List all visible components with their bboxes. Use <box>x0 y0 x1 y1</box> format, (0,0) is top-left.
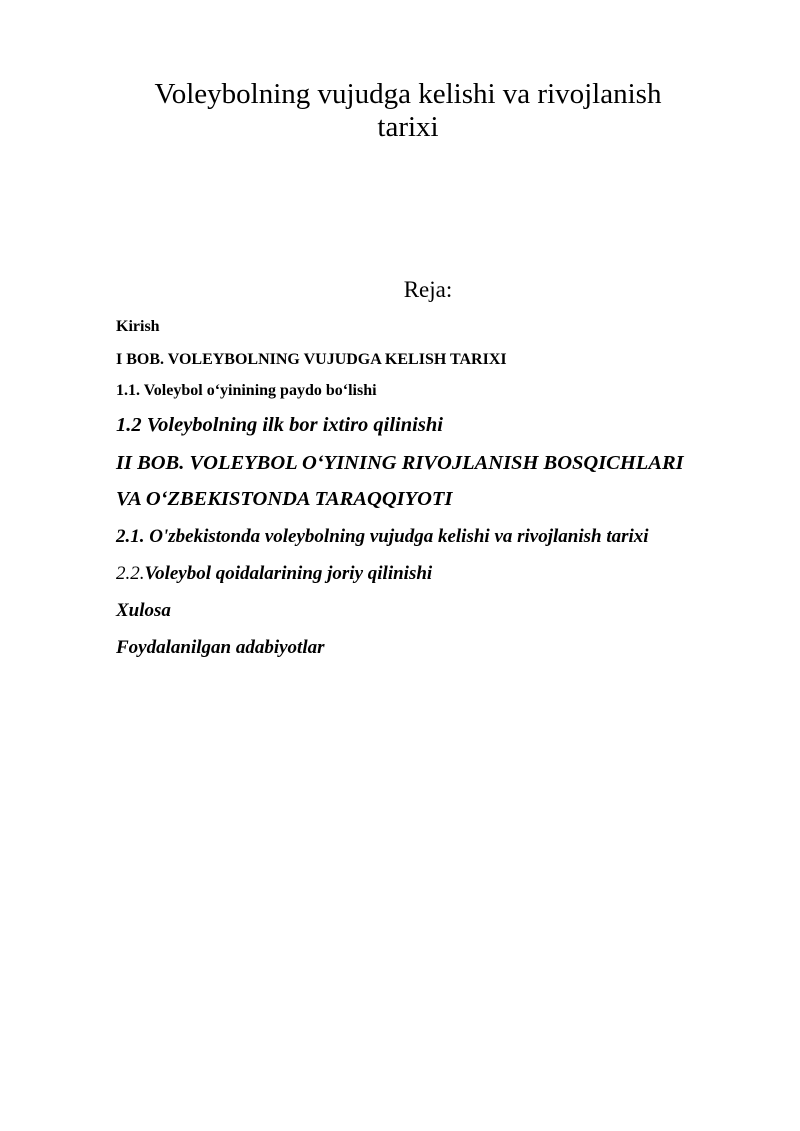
toc-intro: Kirish <box>116 318 160 335</box>
toc-conclusion: Xulosa <box>116 600 171 621</box>
toc-section-1-2: 1.2 Voleybolning ilk bor ixtiro qilinishi <box>116 414 443 436</box>
toc-chapter-1: I BOB. VOLEYBOLNING VUJUDGA KELISH TARIXI <box>116 351 507 368</box>
plan-heading: Reja: <box>403 277 453 302</box>
toc-section-1-1: 1.1. Voleybol o‘yinining paydo bo‘lishi <box>116 382 377 399</box>
document-title-line-2: tarixi <box>377 111 439 143</box>
toc-section-2-2-text: Voleybol qoidalarining joriy qilinishi <box>144 563 433 584</box>
toc-chapter-2-line-1: II BOB. VOLEYBOL O‘YINING RIVOJLANISH BOSQICHLARI <box>116 452 684 474</box>
toc-section-2-1: 2.1. O'zbekistonda voleybolning vujudga kelishi va rivojlanish tarixi <box>116 526 649 547</box>
toc-section-2-2 <box>116 562 432 586</box>
toc-section-2-2-number: 2.2. <box>116 563 145 584</box>
toc-references: Foydalanilgan adabiyotlar <box>116 637 325 658</box>
document-title-line-1: Voleybolning vujudga kelishi va rivojlanish <box>154 78 662 110</box>
document-title <box>100 78 716 144</box>
toc-chapter-2-line-2: VA O‘ZBEKISTONDA TARAQQIYOTI <box>116 488 453 510</box>
